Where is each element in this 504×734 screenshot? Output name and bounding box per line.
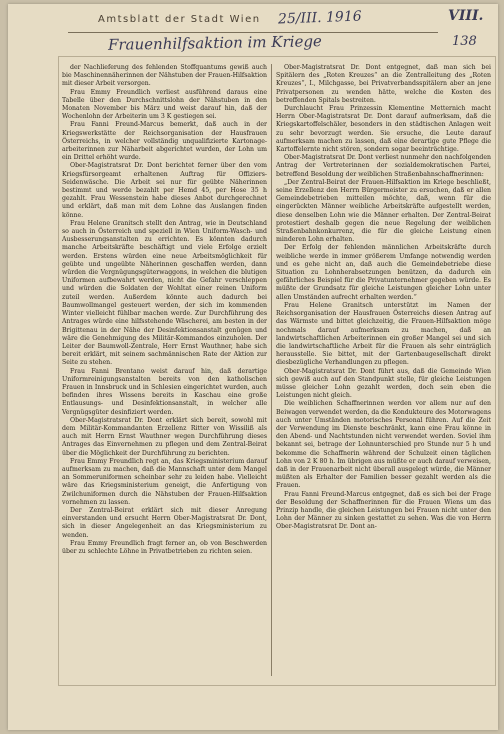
masthead: Amtsblatt der Stadt Wien <box>98 14 261 25</box>
paragraph: Frau Fanni Brentano weist darauf hin, daß derartige Uniformreinigungsanstalten bereits von den katholischen Frauen in Innsbruck und in Schlesien eingerichtet wurden, auch befinden ihres Wissens bereits in Kaschau eine große Entlausungs- und Desinfektionsanstalt, in welcher alle Vergnügsgüter desinfiziert werden. <box>62 367 267 416</box>
paragraph: Ober-Magistratsrat Dr. Dont erklärt sich bereit, sowohl mit dem Militär-Kommandanten Erzellenz Ritter von Wissiliß als auch mit Herrn Ernst Wauthner wegen Durchführung dieses Antrages das Einvernehmen zu pflegen und dem Zentral-Beirat über die Möglichkeit der Durchführung zu berichten. <box>62 416 267 457</box>
header <box>68 10 438 33</box>
paragraph: Der Zentral-Beirat erklärt sich mit dieser Anregung einverstanden und ersucht Herrn Ober-Magistratsrat Dr. Dont, sich in dieser Angelegenheit an das Kriegsministerium zu wenden. <box>62 506 267 539</box>
paragraph: Frau Fanni Freund-Marcus entgegnet, daß es sich bei der Frage der Besoldung der Schaffnerinnen für die Frauen Wiens um das Prinzip handle, die gleichen Leistungen bei Frauen nicht unter den Lohn der Männer zu sinken gestattet zu sehen. Was die von Herrn Ober-Magistratsrat Dr. Dont an- <box>276 490 491 531</box>
column-divider <box>271 64 272 676</box>
paragraph: Frau Helene Granitsch unterstützt im Namen der Reichsorganisation der Hausfrauen Österreichs diesen Antrag auf das Wärmste und bittet gleichzeitig, die Frauen-Hilfsaktion möge nochmals darauf aufmerksam zu machen, daß an landwirtschaftlichen Arbeiterinnen ein großer Mangel sei und sich die landwirtschaftliche Arbeit für die Frauen als sehr einträglich herausstelle. Sie bittet, mit der Gartenbaugesellschaft direkt diesbezügliche Verhandlungen zu pflegen. <box>276 301 491 367</box>
page-number: 138 <box>452 34 477 49</box>
paragraph: Frau Helene Granitsch stellt den Antrag, wie in Deutschland so auch in Österreich und speziell in Wien Uniform-Wasch- und Ausbesserungsanstalten zu errichten. Es könnten dadurch manche Arbeitskräfte beschäftigt und viele Erfolge erzielt werden. Erstens würden eine neue Arbeitsmöglichkeit für geübte und ungeübte Näherinnen geschaffen werden, dann würden die Vergnügungsgüterwaggons, in welchen die blutigen Uniformen aufbewahrt werden, nicht die Gefahr verschleppen und würden die Soldaten der Wohltat einer reinen Uniform zuteil werden. Außerdem könnte auch dadurch bei Baumwollmangel gesteuert werden, der sich im kommenden Winter vielleicht fühlbar machen werde. Zur Durchführung des Antrages würde eine hilfsstehende Wäscherei, am besten in der Brigittenau in der Nähe der Desinfektionsanstalt genügen und wäre die Genehmigung des Militär-Kommandos einzuholen. Der Leiter der Baumwoll-Zentrale, Herr Ernst Wauthner, habe sich bereit erklärt, mit seinem sachmännischen Rate der Aktion zur Seite zu stehen. <box>62 219 267 367</box>
paragraph: Ober-Magistratsrat Dr. Dont berichtet ferner über den vom Kriegsfürsorgeamt erhaltenen Auftrag für Offiziers-Seidenwäsche. Die Arbeit sei nur für geübte Näherinnen bestimmt und werde bezahlt per Hemd 45, per Hose 35 h gezahlt. Frau Wessenstein habe dieses Anbot durchgerechnet und erklärt, daß man mit dem Lohne das Auslangen finden könne. <box>62 162 267 219</box>
paragraph: Die weiblichen Schaffnerinnen werden vor allem nur auf den Beiwagen verwendet werden, da die Kondukteure des Motorwagens auch unter Umständen motorisches Personal führen. Auf die Zeit der Verwendung im Dienste beschränkt, kann eine Frau könne in den Abend- und Nachtstunden nicht verwendet werden. Soviel ihm bekannt sei, betrage der Lohnunterschied pro Stunde nur 5 h und bekomme die Schaffnerin während der Schulzeit einen täglichen Lohn von 2 K 80 h. Im übrigen aus müßte er auch darauf verweisen, daß in der Frauenarbeit nicht überall ausgelegt würde, die Männer müßten als Erhalter der Familien besser gezahlt werden als die Frauen. <box>276 400 491 490</box>
volume-mark: VIII. <box>448 8 484 24</box>
handwritten-date: 25/III. 1916 <box>277 8 362 28</box>
paragraph: Der Erfolg der fehlenden männlichen Arbeitskräfte durch weibliche werde in immer größerem Umfange notwendig werden und es gehe nicht an, daß auch die Gemeindebetriebe diese Situation zu Lohnherabsetzungen benützen, da dadurch ein gefährliches Beispiel für die Privatunternehmer gegeben würde. Es müßte der Grundsatz für gleiche Leistungen gleicher Lohn unter allen Umständen aufrecht erhalten werden.“ <box>276 244 491 301</box>
handwritten-title: Frauenhilfsaktion im Kriege <box>107 32 323 54</box>
paragraph: Ober-Magistratsrat Dr. Dont führt aus, daß die Gemeinde Wien sich gewiß auch auf den Standpunkt stelle, für gleiche Leistungen müsse gleicher Lohn gezahlt werden, doch sein eben die Leistungen nicht gleich. <box>276 367 491 400</box>
left-column <box>62 64 267 556</box>
paragraph: Ober-Magistratsrat Dr. Dont entgegnet, daß man sich bei Spitälern des „Roten Kreuzes“ an die Zentralleitung des „Roten Kreuzes“, I., Milchgasse, bei Privatverbandsspitälern aber an jene Privatpersonen zu wenden hätte, welche die Kosten des betreffenden Spitals bestreiten. <box>276 64 491 104</box>
paragraph: Frau Fanni Freund-Marcus bemerkt, daß auch in der Kriegswerkstätte der Reichsorganisation der Hausfrauen Österreichs, in welcher vollständig unqualifizierte Kartonage-arbeiterinnen zur Näharbeit abgerichtet wurden, der Lohn um ein Drittel erhöht wurde. <box>62 121 267 162</box>
paragraph: Frau Emmy Freundlich regt an, das Kriegsministerium darauf aufmerksam zu machen, daß die Mannschaft unter dem Mangel an Sommeruniformen scheinbar sehr zu leiden habe. Vielleicht wäre das Kriegsministerium geneigt, die Anfertigung von Zwilchuniformen durch die Nähstuben der Frauen-Hilfsaktion vornehmen zu lassen. <box>62 457 267 506</box>
paragraph: der Nachlieferung des fehlenden Stoffquantums gewiß auch bie Maschinennäherinnen der Nähstuben der Frauen-Hilfsaktion mit dieser Arbeit versorgen. <box>62 64 267 88</box>
paragraph: Frau Emmy Freundlich verliest ausführend daraus eine Tabelle über den Durchschnittslohn der Nähstuben in den Monaten November bis März und weist darauf hin, daß der Wochenlohn der Arbeiterin um 3 K gestiegen sei. <box>62 88 267 121</box>
paragraph: Frau Emmy Freundlich fragt ferner an, ob von Beschwerden über zu schlechte Löhne in Privatbetrieben zu richten seien. <box>62 539 267 555</box>
paragraph: Durchlaucht Frau Prinzessin Klementine Metternich macht Herrn Ober-Magistratsrat Dr. Dont darauf aufmerksam, daß die Kriegskartoffelschäler, besonders in den städtischen Anlagen weit zu sehr bevorzugt werden. Sie ersuche, die Leute darauf aufmerksam machen zu lassen, daß eine derartige gute Pflege die Kartoffelernte nicht stören, sondern sogar beeinträchtige. <box>276 105 491 154</box>
paragraph: Ober-Magistratsrat Dr. Dont verliest nunmehr den nachfolgenden Antrag der Vertreterinnen der sozialdemokratischen Partei, betreffend Besoldung der weiblichen Straßenbahnschaffnerinnen: <box>276 154 491 178</box>
paragraph: „Der Zentral-Beirat der Frauen-Hilfsaktion im Kriege beschließt, seine Erzellenz den Herrn Bürgermeister zu ersuchen, daß er allen Gemeindebetrieben mitteilen möchte, daß, wenn für die eingerückten Männer weibliche Arbeitskräfte aufgestellt werden, diese denselben Lohn wie die Männer erhalten. Der Zentral-Beirat protestiert deshalb gegen die neue Regelung der weiblichen Straßenbahnkonkurrenz, die für die gleiche Leistung einen minderen Lohn erhalten. <box>276 178 491 244</box>
right-column <box>276 64 491 532</box>
newspaper-clipping <box>8 4 498 730</box>
